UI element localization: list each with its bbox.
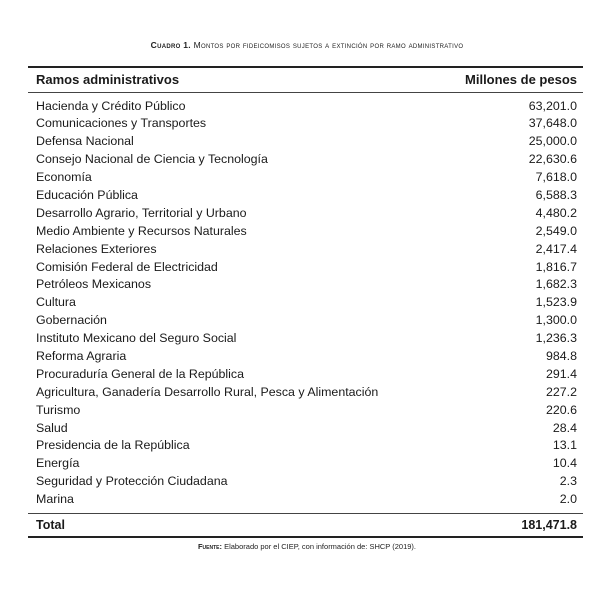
data-table bbox=[28, 66, 583, 538]
caption-label: Cuadro 1. bbox=[150, 40, 191, 50]
row-name: Agricultura, Ganadería Desarrollo Rural, Pesca y Alimentación bbox=[36, 384, 379, 399]
table-row bbox=[28, 240, 583, 258]
table-row bbox=[28, 437, 583, 455]
table-row bbox=[28, 114, 583, 132]
header-category: Ramos administrativos bbox=[36, 72, 180, 88]
row-name: Turismo bbox=[36, 402, 81, 417]
row-value: 220.6 bbox=[545, 402, 577, 417]
row-value: 10.4 bbox=[552, 456, 577, 471]
row-name: Gobernación bbox=[36, 313, 107, 328]
total-value: 181,471.8 bbox=[521, 518, 577, 533]
table-row bbox=[28, 311, 583, 329]
row-value: 2.0 bbox=[559, 492, 577, 507]
table-row bbox=[28, 365, 583, 383]
row-name: Consejo Nacional de Ciencia y Tecnología bbox=[36, 152, 268, 167]
table-row bbox=[28, 454, 583, 472]
row-value: 2,417.4 bbox=[535, 241, 577, 256]
table-row bbox=[28, 293, 583, 311]
table-row bbox=[28, 132, 583, 150]
table-caption bbox=[0, 40, 614, 50]
row-value: 6,588.3 bbox=[535, 187, 577, 202]
row-name: Seguridad y Protección Ciudadana bbox=[36, 474, 228, 489]
row-value: 984.8 bbox=[545, 349, 577, 363]
row-name: Marina bbox=[36, 492, 74, 507]
row-value: 1,682.3 bbox=[535, 277, 577, 292]
row-name: Salud bbox=[36, 420, 68, 435]
total-label: Total bbox=[36, 518, 65, 533]
table-row bbox=[28, 150, 583, 168]
row-value: 2.3 bbox=[559, 474, 577, 489]
row-name: Reforma Agraria bbox=[36, 349, 127, 363]
row-value: 1,816.7 bbox=[535, 259, 577, 274]
source-label: Fuente: bbox=[197, 542, 222, 551]
table-row bbox=[28, 276, 583, 294]
table-row bbox=[28, 347, 583, 365]
row-value: 4,480.2 bbox=[535, 205, 577, 220]
table-row bbox=[28, 490, 583, 508]
row-value: 1,236.3 bbox=[535, 331, 577, 346]
row-value: 22,630.6 bbox=[528, 152, 577, 167]
row-name: Cultura bbox=[36, 295, 76, 310]
table-row bbox=[28, 97, 583, 115]
table-header bbox=[28, 68, 583, 92]
row-value: 7,618.0 bbox=[535, 170, 577, 185]
row-name: Comunicaciones y Transportes bbox=[36, 116, 207, 131]
row-value: 291.4 bbox=[545, 366, 577, 381]
row-name: Educación Pública bbox=[36, 187, 138, 202]
row-name: Relaciones Exteriores bbox=[36, 241, 157, 256]
table-row bbox=[28, 419, 583, 437]
row-name: Desarrollo Agrario, Territorial y Urbano bbox=[36, 205, 247, 220]
row-name: Hacienda y Crédito Público bbox=[36, 98, 186, 113]
row-name: Comisión Federal de Electricidad bbox=[36, 259, 218, 274]
row-name: Instituto Mexicano del Seguro Social bbox=[36, 331, 237, 346]
row-name: Medio Ambiente y Recursos Naturales bbox=[36, 223, 247, 238]
row-name: Energía bbox=[36, 456, 80, 471]
header-value: Millones de pesos bbox=[465, 72, 577, 88]
row-value: 1,523.9 bbox=[535, 295, 577, 310]
table-row bbox=[28, 472, 583, 490]
row-name: Petróleos Mexicanos bbox=[36, 277, 152, 292]
row-name: Economía bbox=[36, 170, 92, 185]
row-value: 28.4 bbox=[552, 420, 577, 435]
table-row bbox=[28, 401, 583, 419]
table-row bbox=[28, 329, 583, 347]
row-name: Defensa Nacional bbox=[36, 134, 134, 149]
table-row bbox=[28, 383, 583, 401]
bottom-rule bbox=[28, 536, 583, 538]
row-value: 37,648.0 bbox=[528, 116, 577, 131]
row-value: 2,549.0 bbox=[535, 223, 577, 238]
table-row bbox=[28, 204, 583, 222]
row-value: 1,300.0 bbox=[535, 313, 577, 328]
row-value: 227.2 bbox=[545, 384, 577, 399]
row-value: 25,000.0 bbox=[528, 134, 577, 149]
table-row bbox=[28, 222, 583, 240]
caption-text: Montos por fideicomisos sujetos a extinción por ramo administrativo bbox=[193, 40, 464, 50]
row-value: 13.1 bbox=[552, 438, 577, 453]
table-row bbox=[28, 186, 583, 204]
table-body bbox=[28, 93, 583, 513]
source-note bbox=[0, 542, 614, 551]
row-value: 63,201.0 bbox=[528, 98, 577, 113]
source-text: Elaborado por el CIEP, con información de: SHCP (2019). bbox=[224, 542, 417, 551]
row-name: Presidencia de la República bbox=[36, 438, 190, 453]
table-row bbox=[28, 168, 583, 186]
table-row bbox=[28, 258, 583, 276]
row-name: Procuraduría General de la República bbox=[36, 366, 245, 381]
total-row bbox=[28, 514, 583, 536]
